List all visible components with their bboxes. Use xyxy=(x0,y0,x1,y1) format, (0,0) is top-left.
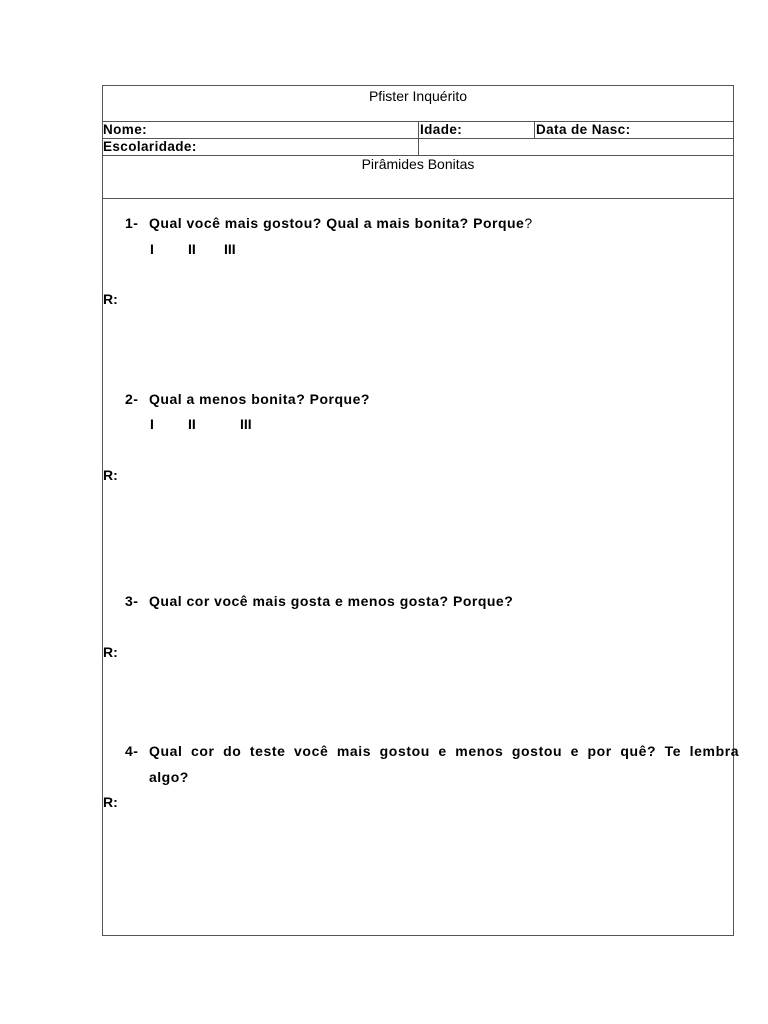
question-number: 1- xyxy=(125,215,139,231)
option-ii: II xyxy=(188,241,196,257)
name-label: Nome: xyxy=(103,122,148,137)
answer-label: R: xyxy=(103,467,118,483)
option-iii: III xyxy=(240,416,252,432)
divider xyxy=(103,138,733,139)
option-i: I xyxy=(150,241,154,257)
birth-date-label: Data de Nasc: xyxy=(536,122,631,137)
divider xyxy=(534,121,535,138)
answer-label: R: xyxy=(103,291,118,307)
question-number: 4- xyxy=(125,743,139,759)
option-iii: III xyxy=(224,241,236,257)
section-title: Pirâmides Bonitas xyxy=(361,156,475,172)
age-label: Idade: xyxy=(420,122,463,137)
question-text: Qual você mais gostou? Qual a mais bonita? Porque? xyxy=(149,215,533,231)
divider xyxy=(103,198,733,199)
answer-label: R: xyxy=(103,644,118,660)
answer-label: R: xyxy=(103,794,118,810)
question-text: Qual a menos bonita? Porque? xyxy=(149,391,370,407)
question-text: Qual cor do teste você mais gostou e menos gostou e por quê? Te lembra xyxy=(149,743,740,759)
option-i: I xyxy=(150,416,154,432)
question-number: 3- xyxy=(125,593,139,609)
question-text: Qual cor você mais gosta e menos gosta? Porque? xyxy=(149,593,514,609)
option-ii: II xyxy=(188,416,196,432)
form-title: Pfister Inquérito xyxy=(368,88,468,104)
inquiry-form xyxy=(102,85,740,936)
question-number: 2- xyxy=(125,391,139,407)
schooling-label: Escolaridade: xyxy=(103,139,197,154)
question-4-continuation: algo? xyxy=(149,769,189,785)
